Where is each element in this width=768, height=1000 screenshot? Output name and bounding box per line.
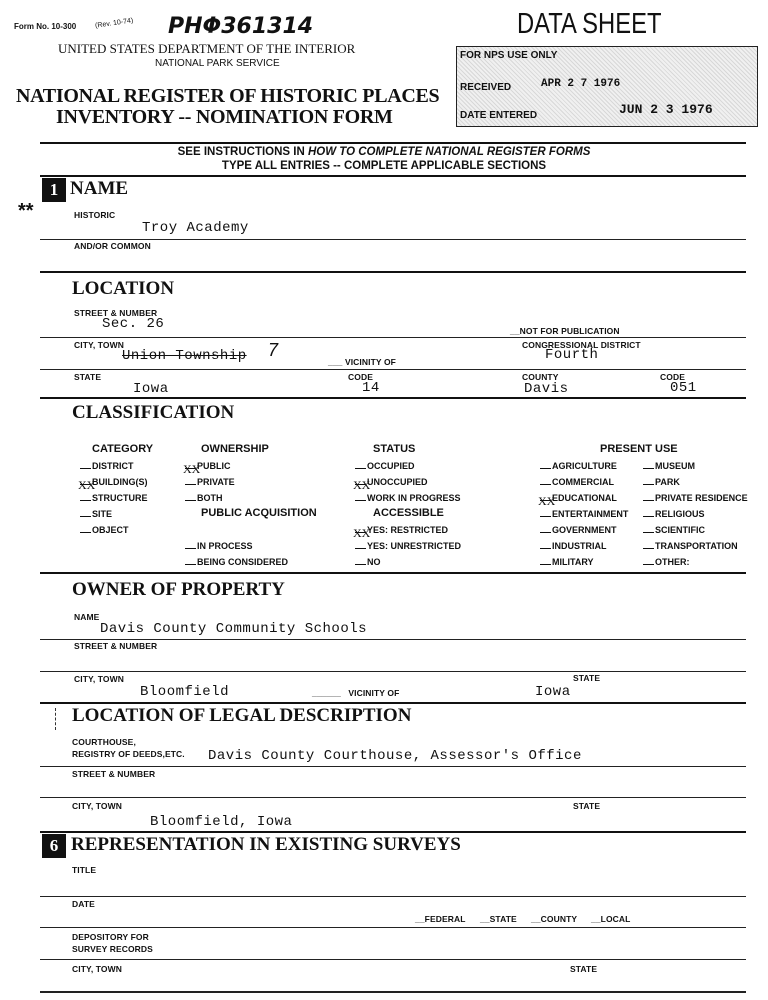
received-label: RECEIVED bbox=[460, 82, 512, 93]
checkbox-present-use-col2-transportation[interactable] bbox=[643, 541, 738, 551]
checkbox-label: IN PROCESS bbox=[197, 541, 253, 551]
checkbox-accessible-no[interactable] bbox=[355, 557, 381, 567]
checkbox-label: RELIGIOUS bbox=[655, 509, 705, 519]
survey-title-label: TITLE bbox=[72, 865, 97, 875]
checkbox-mark: XX bbox=[538, 494, 556, 508]
checkbox-present-use-col1-commercial[interactable] bbox=[540, 477, 614, 487]
checkbox-blank bbox=[185, 500, 196, 501]
checkbox-blank bbox=[353, 478, 371, 492]
nps-box-label: FOR NPS USE ONLY bbox=[460, 50, 558, 61]
checkbox-blank bbox=[80, 532, 91, 533]
checkbox-blank bbox=[355, 468, 366, 469]
checkbox-label: ENTERTAINMENT bbox=[552, 509, 629, 519]
checkbox-label: OCCUPIED bbox=[367, 461, 415, 471]
checkbox-present-use-col2-other[interactable] bbox=[643, 557, 690, 567]
checkbox-present-use-col1-industrial[interactable] bbox=[540, 541, 607, 551]
county-code-label: CODE bbox=[660, 372, 685, 382]
instructions-line1: SEE INSTRUCTIONS IN HOW TO COMPLETE NATIONAL REGISTER FORMS bbox=[177, 146, 591, 158]
checkbox-category-object[interactable] bbox=[80, 525, 129, 535]
section-title-location: LOCATION bbox=[72, 278, 175, 299]
checkbox-blank bbox=[540, 468, 551, 469]
checkbox-label: OTHER: bbox=[655, 557, 690, 567]
form-number: Form No. 10-300 bbox=[14, 22, 77, 31]
city-handwritten-note: 7 bbox=[268, 340, 279, 360]
survey-city-label: CITY, TOWN bbox=[72, 964, 122, 974]
registry-label: REGISTRY OF DEEDS,ETC. bbox=[72, 749, 185, 759]
public-acquisition-header: PUBLIC ACQUISITION bbox=[201, 507, 317, 519]
checkbox-category-building-s[interactable] bbox=[78, 477, 148, 492]
street-label: STREET & NUMBER bbox=[74, 308, 158, 318]
instructions-line2: TYPE ALL ENTRIES -- COMPLETE APPLICABLE SECTIONS bbox=[221, 160, 547, 172]
checkbox-label: UNOCCUPIED bbox=[367, 477, 428, 487]
checkbox-blank bbox=[643, 468, 654, 469]
nps-use-only-box bbox=[456, 46, 758, 127]
checkbox-blank bbox=[353, 526, 371, 540]
checkbox-present-use-col1-agriculture[interactable] bbox=[540, 461, 617, 471]
checkbox-label: STRUCTURE bbox=[92, 493, 148, 503]
owner-name-label: NAME bbox=[74, 612, 100, 622]
checkbox-label: YES: RESTRICTED bbox=[367, 525, 449, 535]
checkbox-label: BEING CONSIDERED bbox=[197, 557, 289, 567]
checkbox-blank bbox=[643, 516, 654, 517]
checkbox-blank bbox=[355, 548, 366, 549]
survey-level-federal[interactable]: __FEDERAL bbox=[415, 914, 466, 924]
checkbox-present-use-col2-religious[interactable] bbox=[643, 509, 705, 519]
historic-name-value[interactable]: Troy Academy bbox=[142, 220, 249, 236]
historic-label: HISTORIC bbox=[74, 210, 116, 220]
checkbox-blank bbox=[185, 484, 196, 485]
survey-state-label: STATE bbox=[570, 964, 598, 974]
state-value[interactable]: Iowa bbox=[133, 381, 169, 397]
checkbox-present-use-col1-entertainment[interactable] bbox=[540, 509, 628, 519]
checkbox-label: BOTH bbox=[197, 493, 223, 503]
vicinity-checkbox[interactable]: ___ VICINITY OF bbox=[328, 357, 396, 367]
not-for-publication-checkbox[interactable]: __NOT FOR PUBLICATION bbox=[510, 326, 620, 336]
checkbox-label: WORK IN PROGRESS bbox=[367, 493, 461, 503]
checkbox-present-use-col1-government[interactable] bbox=[540, 525, 617, 535]
legal-city-label: CITY, TOWN bbox=[72, 801, 122, 811]
service-name: NATIONAL PARK SERVICE bbox=[155, 58, 280, 69]
checkbox-present-use-col2-museum[interactable] bbox=[643, 461, 695, 471]
checkbox-label: YES: UNRESTRICTED bbox=[367, 541, 462, 551]
checkbox-label: MUSEUM bbox=[655, 461, 695, 471]
city-value[interactable]: Union Township bbox=[122, 348, 247, 364]
checkbox-ownership-public[interactable] bbox=[183, 461, 231, 476]
checkbox-blank bbox=[643, 564, 654, 565]
checkbox-blank bbox=[185, 548, 196, 549]
survey-date-label: DATE bbox=[72, 899, 95, 909]
checkbox-label: DISTRICT bbox=[92, 461, 134, 471]
county-code-value[interactable]: 051 bbox=[670, 380, 697, 396]
checkbox-blank bbox=[183, 462, 201, 476]
ownership-header: OWNERSHIP bbox=[201, 443, 269, 455]
accessible-header: ACCESSIBLE bbox=[373, 507, 444, 519]
depository-label-2: SURVEY RECORDS bbox=[72, 944, 153, 954]
county-label: COUNTY bbox=[522, 372, 559, 382]
congressional-district-value[interactable]: Fourth bbox=[545, 347, 599, 363]
checkbox-blank bbox=[540, 484, 551, 485]
checkbox-mark: XX bbox=[353, 478, 371, 492]
checkbox-blank bbox=[80, 468, 91, 469]
street-value[interactable]: Sec. 26 bbox=[102, 316, 165, 332]
checkbox-blank bbox=[643, 532, 654, 533]
section-title-name: NAME bbox=[70, 178, 129, 199]
data-sheet-heading: DATA SHEET bbox=[517, 8, 662, 40]
checkbox-label: SITE bbox=[92, 509, 113, 519]
checkbox-blank bbox=[540, 548, 551, 549]
section-number-1: 1 bbox=[42, 178, 66, 202]
checkbox-status-work-in-progress[interactable] bbox=[355, 493, 461, 503]
checkbox-blank bbox=[185, 564, 196, 565]
margin-handwritten-mark: ** bbox=[18, 200, 34, 222]
checkbox-blank bbox=[538, 494, 556, 508]
checkbox-accessible-yes-unrestricted[interactable] bbox=[355, 541, 461, 551]
checkbox-label: OBJECT bbox=[92, 525, 129, 535]
checkbox-accessible-yes-restricted[interactable] bbox=[353, 525, 449, 540]
checkbox-category-structure[interactable] bbox=[80, 493, 148, 503]
present-use-header: PRESENT USE bbox=[600, 443, 678, 455]
county-value[interactable]: Davis bbox=[524, 381, 569, 397]
legal-street-label: STREET & NUMBER bbox=[72, 769, 156, 779]
status-header: STATUS bbox=[373, 443, 416, 455]
checkbox-present-use-col1-educational[interactable] bbox=[538, 493, 617, 508]
owner-name-value[interactable]: Davis County Community Schools bbox=[100, 621, 368, 637]
checkbox-status-unoccupied[interactable] bbox=[353, 477, 428, 492]
state-code-label: CODE bbox=[348, 372, 373, 382]
checkbox-label: COMMERCIAL bbox=[552, 477, 614, 487]
checkbox-label: INDUSTRIAL bbox=[552, 541, 607, 551]
checkbox-acquisition-in-process[interactable] bbox=[185, 541, 253, 551]
checkbox-label: SCIENTIFIC bbox=[655, 525, 706, 535]
depository-label-1: DEPOSITORY FOR bbox=[72, 932, 149, 942]
section-title-classification: CLASSIFICATION bbox=[72, 402, 235, 423]
courthouse-label: COURTHOUSE, bbox=[72, 737, 136, 747]
owner-street-label: STREET & NUMBER bbox=[74, 641, 158, 651]
section-title-legal-description: LOCATION OF LEGAL DESCRIPTION bbox=[72, 705, 412, 726]
checkbox-blank bbox=[355, 500, 366, 501]
checkbox-category-district[interactable] bbox=[80, 461, 134, 471]
checkbox-present-use-col1-military[interactable] bbox=[540, 557, 594, 567]
checkbox-label: EDUCATIONAL bbox=[552, 493, 617, 503]
checkbox-label: BUILDING(S) bbox=[92, 477, 148, 487]
owner-state-value[interactable]: Iowa bbox=[535, 684, 571, 700]
checkbox-blank bbox=[78, 478, 96, 492]
received-date-stamp: APR 2 7 1976 bbox=[541, 78, 621, 90]
department-name: UNITED STATES DEPARTMENT OF THE INTERIOR bbox=[58, 41, 356, 56]
owner-city-label: CITY, TOWN bbox=[74, 674, 124, 684]
form-revision: (Rev. 10-74) bbox=[94, 17, 134, 30]
survey-level-state[interactable]: __STATE bbox=[480, 914, 517, 924]
checkbox-category-site[interactable] bbox=[80, 509, 112, 519]
checkbox-label: PRIVATE RESIDENCE bbox=[655, 493, 748, 503]
handwritten-id: PHΦ361314 bbox=[168, 14, 314, 39]
owner-vicinity-checkbox[interactable]: ______ VICINITY OF bbox=[312, 688, 400, 698]
checkbox-mark: XX bbox=[183, 462, 201, 476]
checkbox-label: PUBLIC bbox=[197, 461, 231, 471]
common-name-label: AND/OR COMMON bbox=[74, 241, 151, 251]
checkbox-blank bbox=[643, 484, 654, 485]
owner-city-value[interactable]: Bloomfield bbox=[140, 684, 230, 700]
owner-state-label: STATE bbox=[573, 673, 601, 683]
checkbox-label: PARK bbox=[655, 477, 680, 487]
congressional-district-label: CONGRESSIONAL DISTRICT bbox=[522, 340, 641, 350]
checkbox-blank bbox=[643, 500, 654, 501]
checkbox-label: PRIVATE bbox=[197, 477, 235, 487]
state-code-value[interactable]: 14 bbox=[362, 380, 380, 396]
checkbox-acquisition-being-considered[interactable] bbox=[185, 557, 288, 567]
checkbox-status-occupied[interactable] bbox=[355, 461, 415, 471]
date-entered-label: DATE ENTERED bbox=[460, 110, 538, 121]
checkbox-ownership-private[interactable] bbox=[185, 477, 235, 487]
section-title-owner: OWNER OF PROPERTY bbox=[72, 579, 285, 600]
survey-level-county[interactable]: __COUNTY bbox=[531, 914, 578, 924]
form-title-line1: NATIONAL REGISTER OF HISTORIC PLACES bbox=[16, 85, 440, 107]
date-entered-stamp: JUN 2 3 1976 bbox=[619, 102, 713, 117]
form-title-line2: INVENTORY -- NOMINATION FORM bbox=[56, 106, 393, 128]
checkbox-blank bbox=[540, 516, 551, 517]
checkbox-label: GOVERNMENT bbox=[552, 525, 617, 535]
category-header: CATEGORY bbox=[92, 443, 154, 455]
checkbox-label: TRANSPORTATION bbox=[655, 541, 738, 551]
city-label: CITY, TOWN bbox=[74, 340, 124, 350]
checkbox-present-use-col2-private-residence[interactable] bbox=[643, 493, 748, 503]
checkbox-blank bbox=[355, 564, 366, 565]
checkbox-mark: XX bbox=[353, 526, 371, 540]
legal-state-label: STATE bbox=[573, 801, 601, 811]
checkbox-label: NO bbox=[367, 557, 381, 567]
checkbox-blank bbox=[80, 516, 91, 517]
survey-level-local[interactable]: __LOCAL bbox=[591, 914, 631, 924]
checkbox-mark: XX bbox=[78, 478, 96, 492]
registry-value[interactable]: Davis County Courthouse, Assessor's Office bbox=[208, 748, 582, 764]
checkbox-present-use-col2-park[interactable] bbox=[643, 477, 680, 487]
section-number-6: 6 bbox=[42, 834, 66, 858]
checkbox-blank bbox=[80, 500, 91, 501]
margin-mark bbox=[55, 708, 57, 730]
checkbox-label: AGRICULTURE bbox=[552, 461, 617, 471]
section-title-surveys: REPRESENTATION IN EXISTING SURVEYS bbox=[71, 834, 461, 855]
state-label: STATE bbox=[74, 372, 102, 382]
checkbox-blank bbox=[540, 532, 551, 533]
checkbox-ownership-both[interactable] bbox=[185, 493, 223, 503]
checkbox-present-use-col2-scientific[interactable] bbox=[643, 525, 705, 535]
checkbox-label: MILITARY bbox=[552, 557, 594, 567]
checkbox-blank bbox=[540, 564, 551, 565]
checkbox-blank bbox=[643, 548, 654, 549]
legal-city-value[interactable]: Bloomfield, Iowa bbox=[150, 814, 293, 830]
